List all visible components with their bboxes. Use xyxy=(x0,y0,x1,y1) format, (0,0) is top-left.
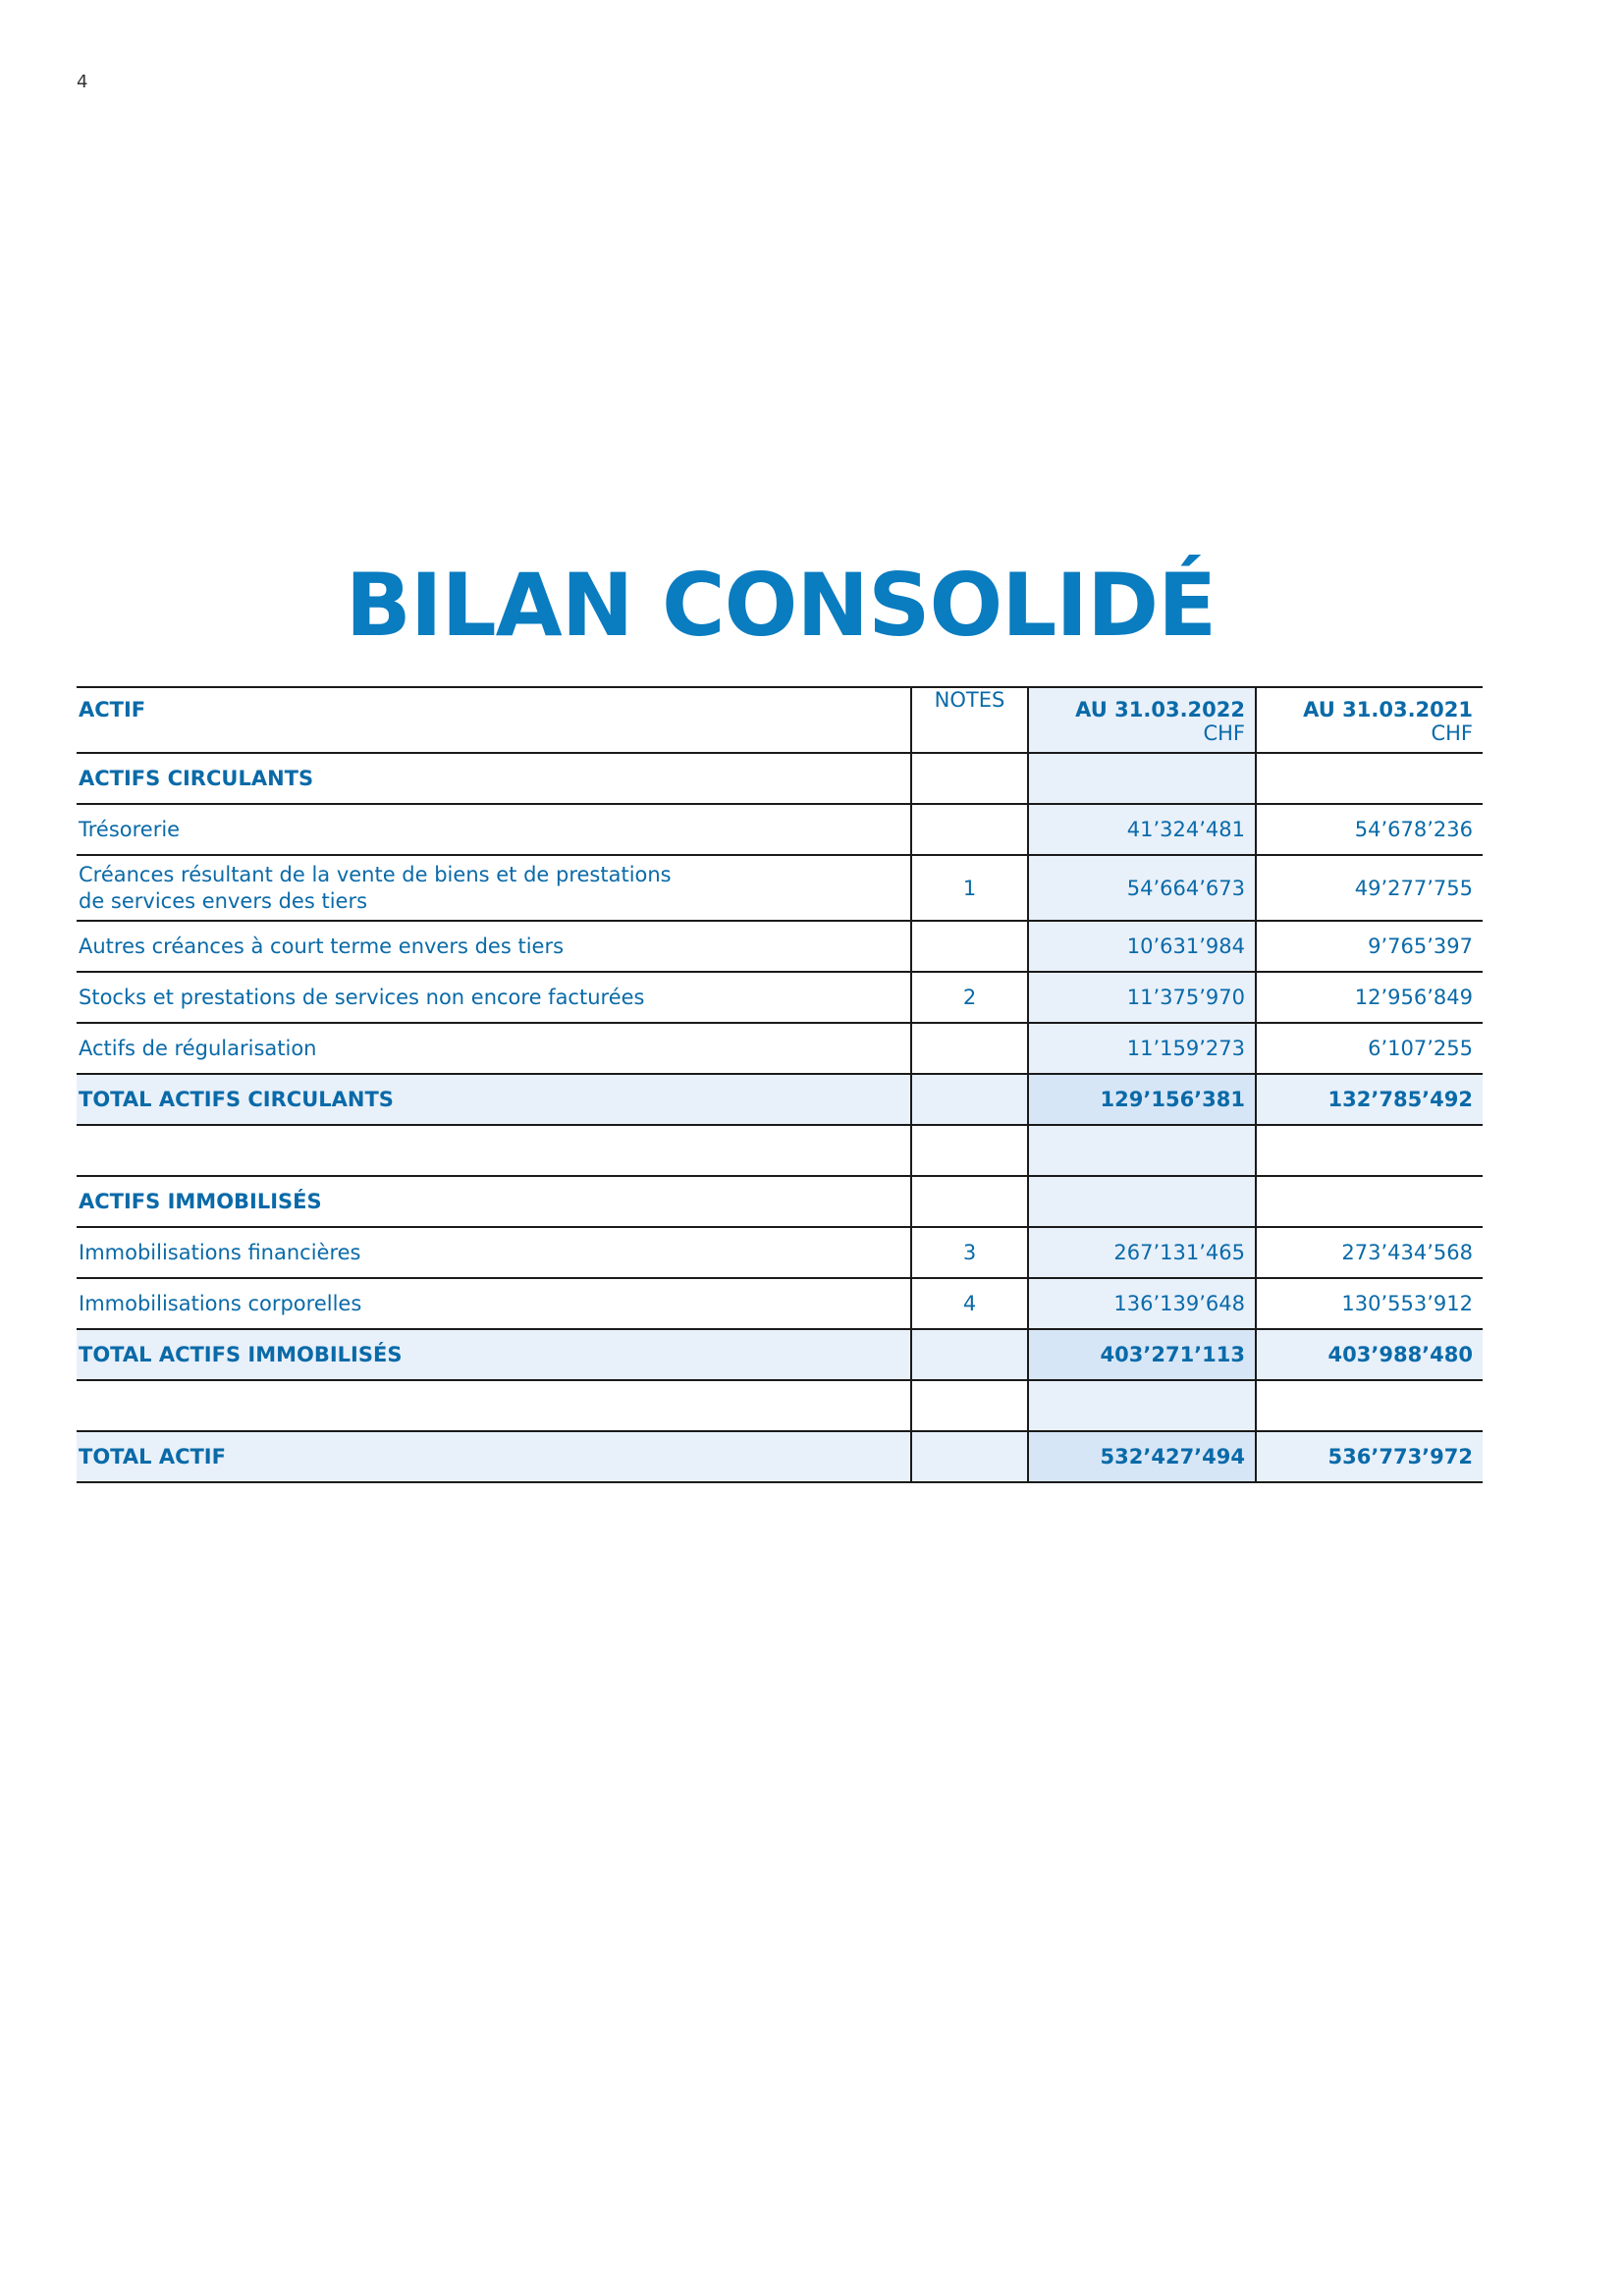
row-value-2021: 273’434’568 xyxy=(1256,1227,1483,1278)
row-value-2022: 11’159’273 xyxy=(1028,1023,1256,1074)
row-value-2021: 9’765’397 xyxy=(1256,921,1483,972)
row-notes xyxy=(911,804,1028,855)
row-value-2021 xyxy=(1256,753,1483,804)
row-value-2022 xyxy=(1028,1176,1256,1227)
header-year-2022-currency: CHF xyxy=(1203,721,1245,745)
row-value-2022: 532’427’494 xyxy=(1028,1431,1256,1482)
row-label: Trésorerie xyxy=(79,818,181,841)
row-notes: 1 xyxy=(911,855,1028,921)
row-notes xyxy=(911,1329,1028,1380)
table-row-section-fixed-assets xyxy=(77,1176,1483,1227)
row-label: TOTAL ACTIFS CIRCULANTS xyxy=(79,1088,394,1111)
row-value-2022: 403’271’113 xyxy=(1028,1329,1256,1380)
row-notes xyxy=(911,1074,1028,1125)
balance-sheet-table xyxy=(77,686,1483,1483)
row-label xyxy=(77,1380,911,1431)
table-row xyxy=(77,972,1483,1023)
table-row xyxy=(77,1227,1483,1278)
row-label: ACTIFS CIRCULANTS xyxy=(79,767,314,790)
row-value-2021: 12’956’849 xyxy=(1256,972,1483,1023)
row-label: Immobilisations financières xyxy=(79,1241,361,1264)
row-value-2022 xyxy=(1028,1125,1256,1176)
row-notes xyxy=(911,1023,1028,1074)
table-row-section-current-assets xyxy=(77,753,1483,804)
row-label-line-1: Créances résultant de la vente de biens et de prestations xyxy=(79,862,672,886)
row-value-2021: 132’785’492 xyxy=(1256,1074,1483,1125)
row-label: TOTAL ACTIFS IMMOBILISÉS xyxy=(79,1343,403,1366)
page-number: 4 xyxy=(77,72,88,92)
row-value-2022: 129’156’381 xyxy=(1028,1074,1256,1125)
row-value-2021 xyxy=(1256,1125,1483,1176)
row-value-2021: 403’988’480 xyxy=(1256,1329,1483,1380)
row-value-2022: 10’631’984 xyxy=(1028,921,1256,972)
row-notes: 4 xyxy=(911,1278,1028,1329)
row-notes xyxy=(911,753,1028,804)
header-label: ACTIF xyxy=(79,698,146,721)
row-label: Autres créances à court terme envers des tiers xyxy=(79,934,565,958)
row-notes: 2 xyxy=(911,972,1028,1023)
row-notes: 3 xyxy=(911,1227,1028,1278)
header-year-2022-date: AU 31.03.2022 xyxy=(1075,698,1245,721)
table-header-row xyxy=(77,687,1483,753)
table-row xyxy=(77,855,1483,921)
table-row xyxy=(77,804,1483,855)
row-label: Immobilisations corporelles xyxy=(79,1292,362,1315)
row-value-2021: 536’773’972 xyxy=(1256,1431,1483,1482)
header-notes: NOTES xyxy=(911,687,1028,753)
row-value-2022 xyxy=(1028,1380,1256,1431)
table-row-total-fixed-assets xyxy=(77,1329,1483,1380)
header-year-2022 xyxy=(1028,687,1256,753)
row-label: Stocks et prestations de services non encore facturées xyxy=(79,986,645,1009)
row-label-line-2: de services envers des tiers xyxy=(79,888,368,913)
row-value-2021: 54’678’236 xyxy=(1256,804,1483,855)
table-row xyxy=(77,1023,1483,1074)
row-label: Actifs de régularisation xyxy=(79,1037,317,1060)
row-value-2022: 136’139’648 xyxy=(1028,1278,1256,1329)
table-row-spacer xyxy=(77,1380,1483,1431)
table-row-spacer xyxy=(77,1125,1483,1176)
table-row xyxy=(77,921,1483,972)
row-label xyxy=(77,1125,911,1176)
row-value-2022: 54’664’673 xyxy=(1028,855,1256,921)
row-value-2022: 267’131’465 xyxy=(1028,1227,1256,1278)
row-notes xyxy=(911,921,1028,972)
table-row-total-current-assets xyxy=(77,1074,1483,1125)
row-label xyxy=(77,855,911,921)
row-value-2022: 11’375’970 xyxy=(1028,972,1256,1023)
row-label: ACTIFS IMMOBILISÉS xyxy=(79,1190,322,1213)
page-title: BILAN CONSOLIDÉ xyxy=(345,555,1217,656)
row-value-2021: 6’107’255 xyxy=(1256,1023,1483,1074)
row-value-2022: 41’324’481 xyxy=(1028,804,1256,855)
row-notes xyxy=(911,1380,1028,1431)
row-value-2021 xyxy=(1256,1380,1483,1431)
header-year-2021-date: AU 31.03.2021 xyxy=(1303,698,1473,721)
row-label: TOTAL ACTIF xyxy=(79,1445,226,1468)
row-value-2021 xyxy=(1256,1176,1483,1227)
row-notes xyxy=(911,1431,1028,1482)
row-notes xyxy=(911,1125,1028,1176)
row-value-2021: 130’553’912 xyxy=(1256,1278,1483,1329)
header-year-2021-currency: CHF xyxy=(1431,721,1473,745)
row-notes xyxy=(911,1176,1028,1227)
row-value-2021: 49’277’755 xyxy=(1256,855,1483,921)
table-row xyxy=(77,1278,1483,1329)
header-year-2021 xyxy=(1256,687,1483,753)
row-value-2022 xyxy=(1028,753,1256,804)
table-row-total-assets xyxy=(77,1431,1483,1482)
